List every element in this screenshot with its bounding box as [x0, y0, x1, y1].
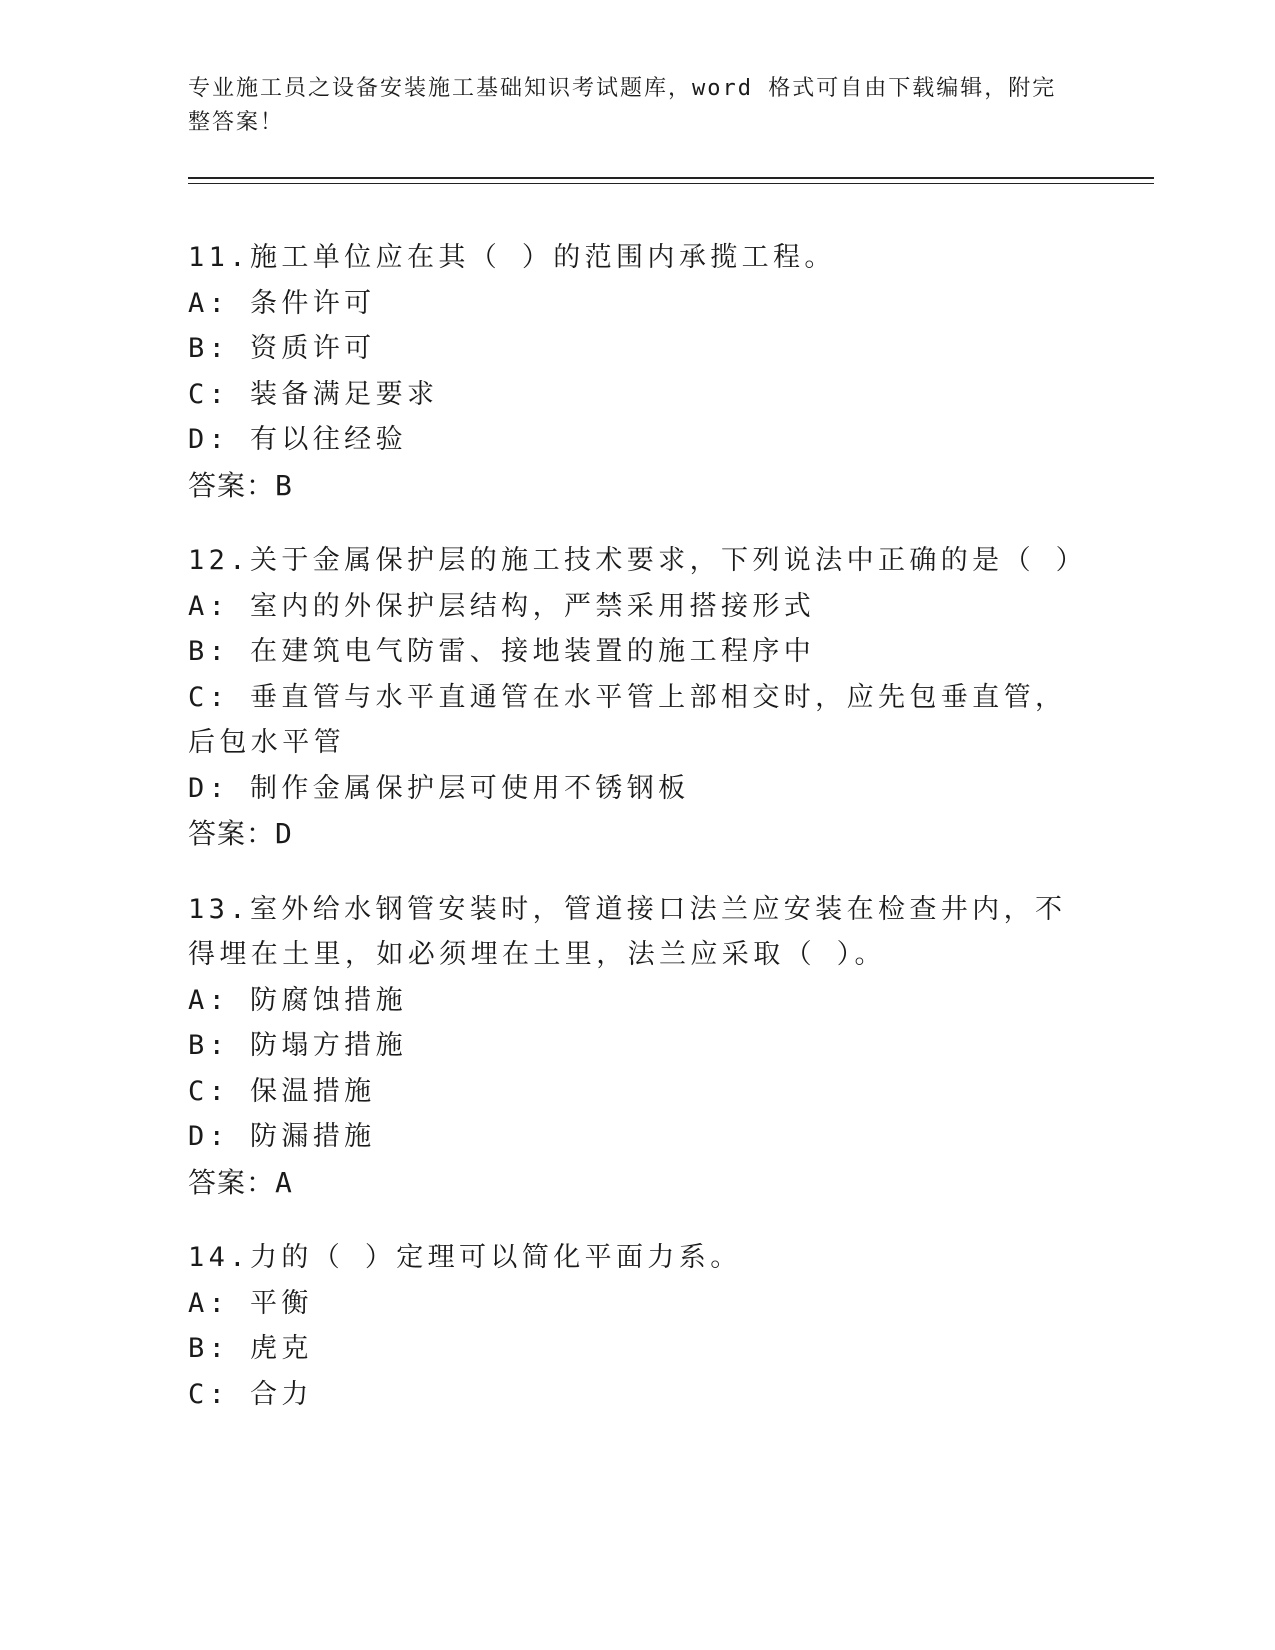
- question-stem: 13.室外给水钢管安装时，管道接口法兰应安装在检查井内，不得埋在土里，如必须埋在土里，法兰应采取（ ）。: [188, 893, 1067, 970]
- answer-line: [188, 811, 1088, 857]
- answer-label: 答案：: [188, 468, 276, 502]
- option-b: B: 资质许可: [188, 333, 376, 364]
- question-13: [188, 887, 1088, 1206]
- answer-label: 答案：: [188, 817, 276, 850]
- question-stem: 12.关于金属保护层的施工技术要求，下列说法中正确的是（ ）: [188, 545, 1088, 576]
- question-11: [188, 235, 1088, 508]
- option-a: A: 条件许可: [188, 287, 376, 319]
- answer-label: 答案：: [188, 1165, 276, 1199]
- question-stem: 11.施工单位应在其（ ）的范围内承揽工程。: [188, 242, 836, 273]
- question-14: [188, 1235, 1088, 1417]
- option-c: C: 装备满足要求: [188, 378, 439, 410]
- header-rule-thick: [188, 177, 1154, 179]
- option-c: C: 保温措施: [188, 1075, 376, 1107]
- option-b: B: 在建筑电气防雷、接地装置的施工程序中: [188, 636, 816, 667]
- page-header-text: 专业施工员之设备安装施工基础知识考试题库，word 格式可自由下载编辑，附完整答案！: [188, 76, 1057, 135]
- question-stem: 14.力的（ ）定理可以简化平面力系。: [188, 1242, 742, 1273]
- option-d: D: 防漏措施: [188, 1121, 376, 1152]
- answer-line: [188, 1160, 1088, 1206]
- option-d: D: 有以往经验: [188, 424, 407, 455]
- question-list: [188, 235, 1088, 1447]
- option-c: C: 垂直管与水平直通管在水平管上部相交时，应先包垂直管，后包水平管: [188, 681, 1067, 758]
- answer-line: [188, 463, 1088, 509]
- option-b: B: 虎克: [188, 1333, 313, 1364]
- option-d: D: 制作金属保护层可使用不锈钢板: [188, 772, 690, 804]
- option-b: B: 防塌方措施: [188, 1030, 407, 1061]
- header-rule-thin: [188, 183, 1154, 184]
- option-c: C: 合力: [188, 1378, 313, 1410]
- answer-value: B: [275, 468, 293, 502]
- answer-value: A: [275, 1165, 293, 1199]
- option-a: A: 防腐蚀措施: [188, 984, 407, 1016]
- answer-value: D: [275, 817, 293, 850]
- question-12: [188, 538, 1088, 857]
- option-a: A: 平衡: [188, 1287, 313, 1319]
- option-a: A: 室内的外保护层结构，严禁采用搭接形式: [188, 590, 816, 622]
